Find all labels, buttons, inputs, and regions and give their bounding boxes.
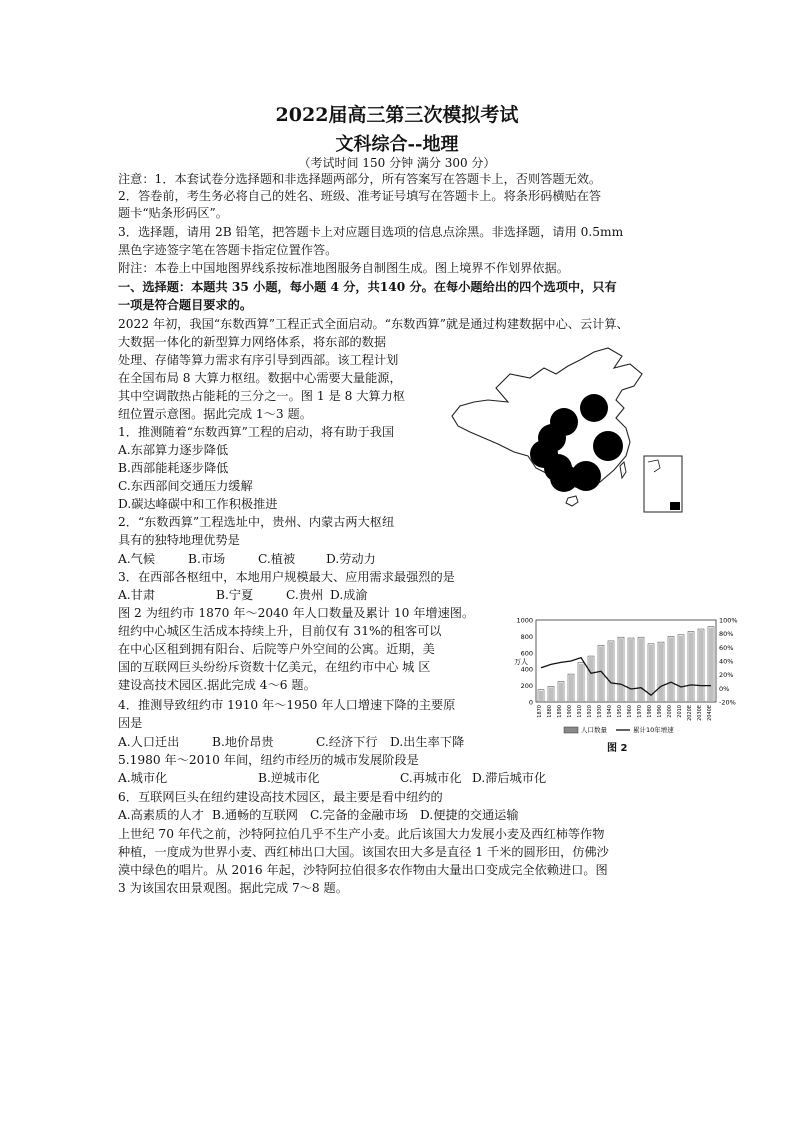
exam-subject: 文科综合--地理 <box>335 134 459 155</box>
passage-line: 在中心区租到拥有阳台、后院等户外空间的公寓。近期，美 <box>118 642 435 656</box>
q1-option-c: C.东西部间交通压力缓解 <box>118 479 253 493</box>
q4-option-a: A.人口迁出 <box>118 735 180 749</box>
growth-rate-line <box>541 658 711 696</box>
x-tick-label: 1990 <box>657 705 663 718</box>
q4-stem: 4．推测导致纽约市 1910 年～1950 年人口增速下降的主要原 <box>118 698 456 712</box>
q3-option-b: B.宁夏 <box>216 588 254 602</box>
q4-stem: 因是 <box>118 716 143 730</box>
population-bar-fill <box>659 643 663 702</box>
x-tick-label: 2030E <box>697 705 703 721</box>
x-tick-label: 1920 <box>587 705 593 718</box>
q6-option-d: D.便捷的交通运输 <box>420 808 519 822</box>
note-line: 黑色字迹签字笔在答题卡指定位置作答。 <box>118 243 338 257</box>
q5-option-c: C.再城市化 <box>400 771 462 785</box>
population-bar-fill <box>569 675 573 702</box>
x-tick-label: 2010 <box>677 705 683 718</box>
q2-option-b: B.市场 <box>188 552 226 566</box>
x-tick-label: 1870 <box>537 705 543 718</box>
left-axis-label: 万人 <box>514 658 528 666</box>
q5-option-d: D.滞后城市化 <box>472 771 547 785</box>
population-bar-fill <box>589 657 593 702</box>
right-tick-label: 0% <box>719 684 730 693</box>
population-bar-fill <box>609 642 613 702</box>
left-tick-label: 600 <box>520 649 533 658</box>
q2-stem: 2．“东数西算”工程选址中，贵州、内蒙古两大枢纽 <box>118 515 395 529</box>
note-line: 2．答卷前，考生务必将自己的姓名、班级、准考证号填写在答题卡上。将条形码横贴在答 <box>118 189 602 203</box>
hub-marker <box>571 461 601 491</box>
population-bar-fill <box>689 632 693 702</box>
population-bar-fill <box>619 638 623 702</box>
population-bar-fill <box>639 638 643 702</box>
inset-scale-box <box>670 502 680 510</box>
population-bar-fill <box>539 691 543 702</box>
legend-line-label: 累计10年增速 <box>633 726 674 734</box>
x-tick-label: 1950 <box>617 705 623 718</box>
x-tick-label: 1880 <box>547 705 553 718</box>
population-bar-fill <box>579 664 583 702</box>
passage-line: 其中空调散热占能耗的三分之一。图 1 是 8 大算力枢 <box>118 389 405 403</box>
section-heading: 一、选择题：本题共 35 小题，每小题 4 分，共140 分。在每小题给出的四个选项中，只有 <box>118 280 617 294</box>
population-bar-fill <box>599 646 603 702</box>
note-line: 注意：1．本套试卷分选择题和非选择题两部分，所有答案写在答题卡上，否则答题无效。 <box>118 172 602 186</box>
passage-line: 处理、存储等算力需求有序引导到西部。该工程计划 <box>118 353 399 367</box>
passage-line: 大数据一体化的新型算力网络体系，将东部的数据 <box>118 335 387 349</box>
q3-option-c: C.贵州 <box>286 588 324 602</box>
population-bar-fill <box>709 628 713 702</box>
left-tick-label: 1000 <box>516 616 533 625</box>
right-tick-label: 100% <box>719 616 738 625</box>
x-tick-label: 1890 <box>557 705 563 718</box>
passage-line: 种植，一度成为世界小麦、西红柿出口大国。该国农田大多是直径 1 千米的圆形田，仿佛沙 <box>118 845 609 859</box>
population-bar-fill <box>679 636 683 702</box>
right-tick-label: 60% <box>719 643 734 652</box>
q5-stem: 5.1980 年～2010 年间，纽约市经历的城市发展阶段是 <box>118 753 419 767</box>
q4-option-c: C.经济下行 <box>316 735 378 749</box>
left-tick-label: 800 <box>520 632 533 641</box>
right-tick-label: -20% <box>719 698 736 707</box>
passage-line: 纽位置示意图。据此完成 1～3 题。 <box>118 407 312 421</box>
passage-line: 上世纪 70 年代之前，沙特阿拉伯几乎不生产小麦。此后该国大力发展小麦及西红柿等作物 <box>118 827 605 841</box>
q5-option-a: A.城市化 <box>118 771 168 785</box>
hub-marker <box>580 394 608 422</box>
left-tick-label: 400 <box>520 665 533 674</box>
left-tick-label: 0 <box>528 698 533 707</box>
x-tick-label: 1900 <box>567 705 573 718</box>
q3-option-d: D.成渝 <box>330 588 368 602</box>
exam-time-info: （考试时间 150 分钟 满分 300 分） <box>298 156 496 170</box>
section-heading: 一项是符合题目要求的。 <box>118 298 253 312</box>
q2-option-c: C.植被 <box>258 552 296 566</box>
q2-stem: 具有的独特地理优势是 <box>118 533 240 547</box>
q2-option-a: A.气候 <box>118 552 156 566</box>
population-bar-fill <box>669 637 673 702</box>
q3-option-a: A.甘肃 <box>118 588 156 602</box>
passage-line: 漠中绿色的唱片。从 2016 年起，沙特阿拉伯很多农作物由大量出口变成完全依赖进口。图 <box>118 863 608 877</box>
q2-option-d: D.劳动力 <box>326 552 376 566</box>
population-bar-fill <box>699 630 703 702</box>
q6-option-b: B.通畅的互联网 <box>212 808 298 822</box>
x-tick-label: 1940 <box>607 705 613 718</box>
taiwan-island <box>620 462 626 478</box>
q6-option-a: A.高素质的人才 <box>118 808 204 822</box>
x-tick-label: 2040E <box>707 705 713 721</box>
figure-2-caption: 图 2 <box>607 743 628 754</box>
passage-line: 2022 年初，我国“东数西算”工程正式全面启动。“东数西算”就是通过构建数据中心、云计算、 <box>118 317 629 331</box>
x-tick-label: 1930 <box>597 705 603 718</box>
passage-line: 纽约中心城区生活成本持续上升，目前仅有 31%的租客可以 <box>118 624 442 638</box>
passage-line: 3 为该国农田景观图。据此完成 7～8 题。 <box>118 881 348 895</box>
population-bar-fill <box>629 639 633 702</box>
x-tick-label: 1980 <box>647 705 653 718</box>
x-tick-label: 1910 <box>577 705 583 718</box>
right-tick-label: 20% <box>719 671 734 680</box>
ny-population-chart <box>506 614 750 754</box>
q1-option-a: A.东部算力逐步降低 <box>118 443 229 457</box>
q5-option-b: B.逆城市化 <box>258 771 320 785</box>
passage-line: 在全国布局 8 大算力枢纽。数据中心需要大量能源， <box>118 371 402 385</box>
left-tick-label: 200 <box>520 682 533 691</box>
note-line: 题卡“贴条形码区”。 <box>118 206 228 220</box>
x-tick-label: 1960 <box>627 705 633 718</box>
hainan-island <box>566 496 578 506</box>
q6-stem: 6．互联网巨头在纽约建设高技术园区，最主要是看中纽约的 <box>118 790 443 804</box>
passage-line: 国的互联网巨头纷纷斥资数十亿美元，在纽约市中心 城 区 <box>118 660 431 674</box>
x-tick-label: 2020E <box>687 705 693 721</box>
legend-bar-label: 人口数量 <box>581 726 607 734</box>
hub-marker <box>593 431 623 461</box>
q1-option-d: D.碳达峰碳中和工作积极推进 <box>118 497 278 511</box>
population-bar-fill <box>549 687 553 702</box>
q1-stem: 1．推测随着“东数西算”工程的启动，将有助于我国 <box>118 425 395 439</box>
q4-option-b: B.地价昂贵 <box>212 735 274 749</box>
population-bar-fill <box>559 683 563 703</box>
passage-line: 图 2 为纽约市 1870 年～2040 年人口数量及累计 10 年增速图。 <box>118 606 475 620</box>
note-line: 附注：本卷上中国地图界线系按标准地图服务自制图生成。图上境界不作划界依据。 <box>118 261 569 275</box>
q3-stem: 3．在西部各枢纽中，本地用户规模最大、应用需求最强烈的是 <box>118 570 455 584</box>
q4-option-d: D.出生率下降 <box>390 735 465 749</box>
q6-option-c: C.完备的金融市场 <box>310 808 409 822</box>
q1-option-b: B.西部能耗逐步降低 <box>118 461 229 475</box>
legend-bar-swatch <box>564 727 578 733</box>
exam-title: 2022届高三第三次模拟考试 <box>275 104 519 126</box>
note-line: 3．选择题，请用 2B 铅笔，把答题卡上对应题目选项的信息点涂黑。非选择题，请用 0.5mm <box>118 225 624 239</box>
right-tick-label: 80% <box>719 630 734 639</box>
passage-line: 建设高技术园区.据此完成 4～6 题。 <box>118 678 316 692</box>
china-map-figure <box>448 344 688 520</box>
x-tick-label: 1970 <box>637 705 643 718</box>
right-tick-label: 40% <box>719 657 734 666</box>
x-tick-label: 2000 <box>667 705 673 718</box>
